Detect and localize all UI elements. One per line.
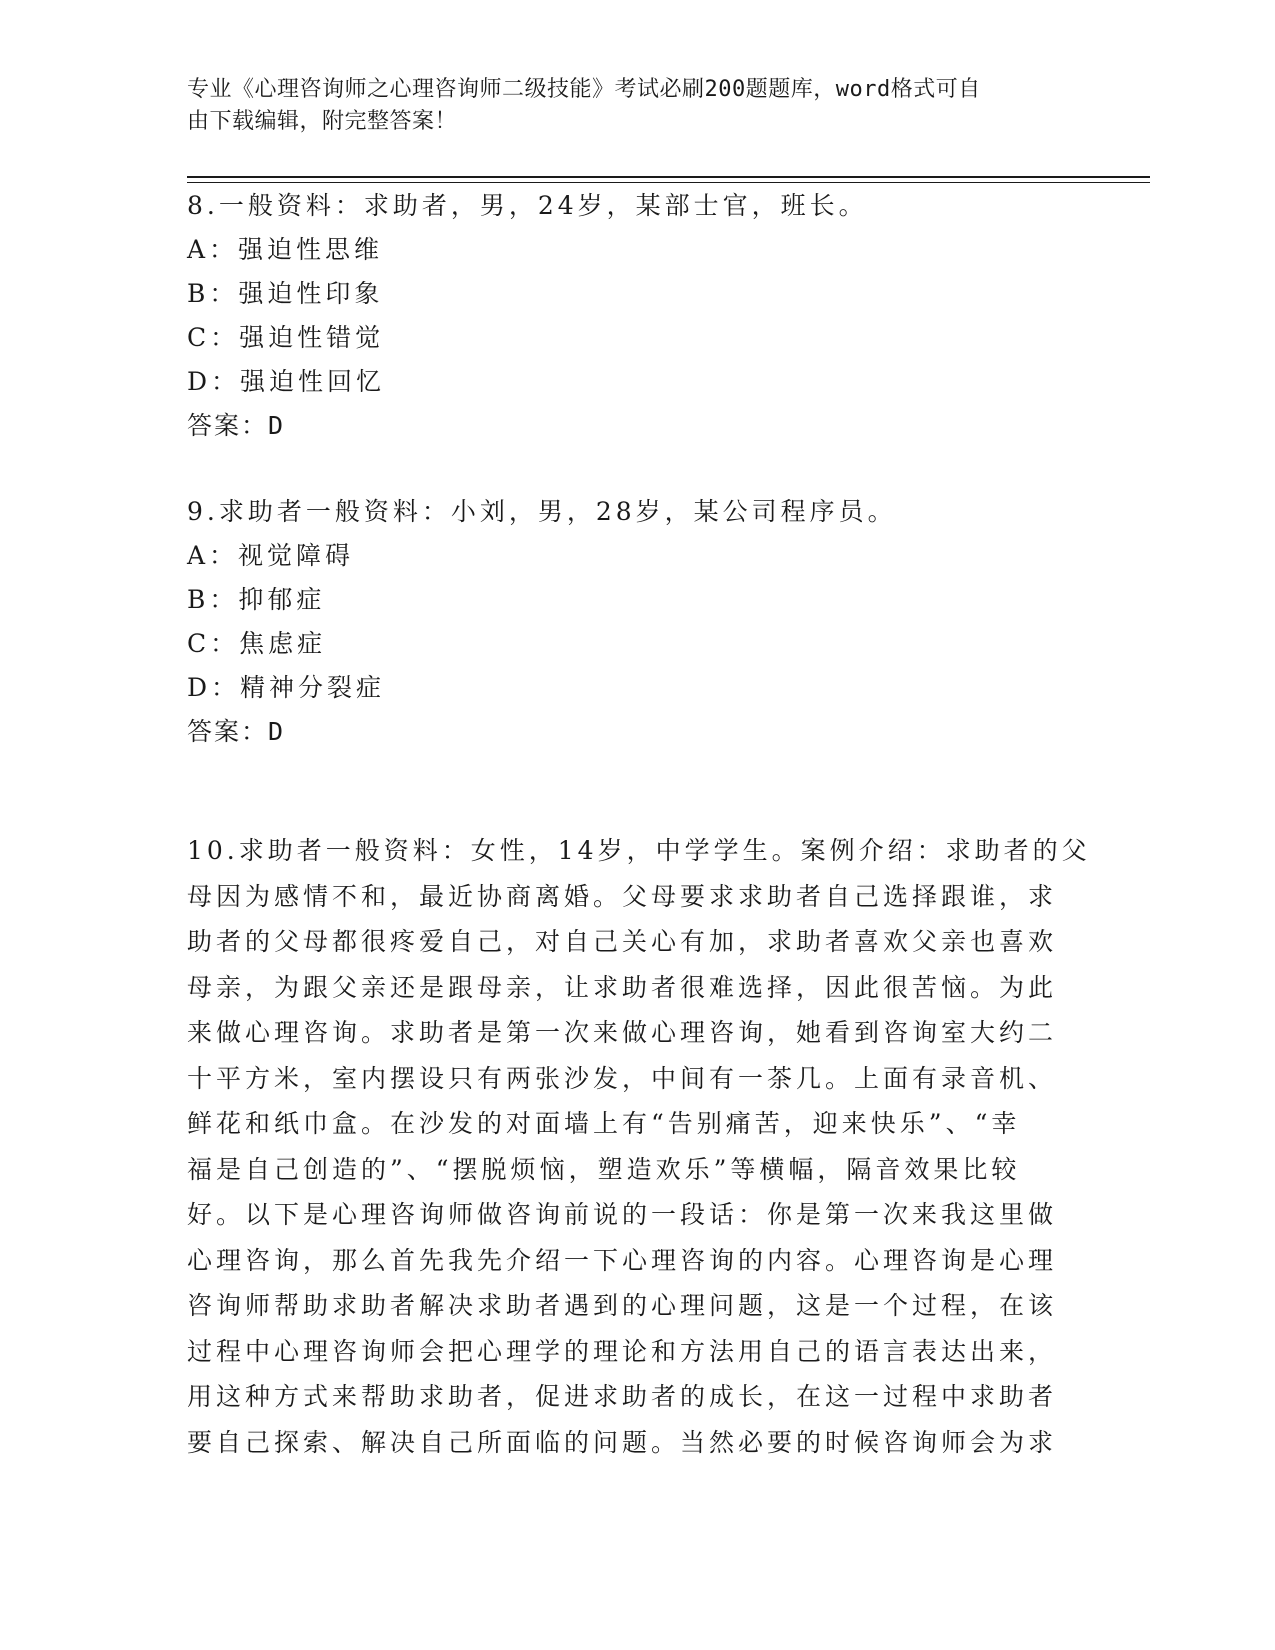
question-9-answer: 答案：D bbox=[187, 717, 286, 746]
header-divider-thick bbox=[187, 176, 1150, 178]
question-10-line: 要自己探索、解决自己所面临的问题。当然必要的时候咨询师会为求 bbox=[187, 1427, 1058, 1457]
question-10-line: 咨询师帮助求助者解决求助者遇到的心理问题，这是一个过程，在该 bbox=[187, 1291, 1058, 1320]
question-10-line: 母因为感情不和，最近协商离婚。父母要求求助者自己选择跟谁，求 bbox=[187, 881, 1058, 911]
question-10-line: 过程中心理咨询师会把心理学的理论和方法用自己的语言表达出来， bbox=[187, 1336, 1058, 1366]
question-10-line: 福是自己创造的”、“摆脱烦恼，塑造欢乐”等横幅，隔音效果比较 bbox=[187, 1154, 1021, 1184]
question-8-stem: 8.一般资料：求助者，男，24岁，某部士官，班长。 bbox=[187, 191, 868, 220]
question-10-line: 用这种方式来帮助求助者，促进求助者的成长，在这一过程中求助者 bbox=[187, 1382, 1058, 1411]
header-line-2: 由下载编辑，附完整答案！ bbox=[187, 109, 458, 134]
document-header bbox=[187, 74, 1067, 138]
question-10-text bbox=[187, 828, 1091, 1465]
question-8-answer: 答案：D bbox=[187, 411, 286, 440]
header-divider-thin bbox=[187, 182, 1150, 183]
question-10-line: 十平方米，室内摆设只有两张沙发，中间有一茶几。上面有录音机、 bbox=[187, 1063, 1058, 1093]
question-9-option-d: D：精神分裂症 bbox=[187, 673, 386, 702]
question-9-option-b: B：抑郁症 bbox=[187, 585, 326, 614]
question-10-line: 10.求助者一般资料：女性，14岁，中学学生。案例介绍：求助者的父 bbox=[187, 836, 1091, 865]
question-9-option-c: C：焦虑症 bbox=[187, 629, 327, 658]
question-10-line: 母亲，为跟父亲还是跟母亲，让求助者很难选择，因此很苦恼。为此 bbox=[187, 972, 1058, 1002]
question-10-line: 好。以下是心理咨询师做咨询前说的一段话：你是第一次来我这里做 bbox=[187, 1200, 1058, 1229]
question-8-option-d: D：强迫性回忆 bbox=[187, 367, 386, 396]
question-8-option-a: A：强迫性思维 bbox=[187, 235, 384, 264]
header-line-1: 专业《心理咨询师之心理咨询师二级技能》考试必刷200题题库，word格式可自 bbox=[187, 77, 981, 102]
question-8-option-b: B：强迫性印象 bbox=[187, 279, 384, 308]
question-10-line: 鲜花和纸巾盒。在沙发的对面墙上有“告别痛苦，迎来快乐”、“幸 bbox=[187, 1109, 1021, 1138]
question-9-option-a: A：视觉障碍 bbox=[187, 541, 355, 570]
question-8-option-c: C：强迫性错觉 bbox=[187, 323, 385, 352]
question-9-stem: 9.求助者一般资料：小刘，男，28岁，某公司程序员。 bbox=[187, 497, 897, 526]
question-10-line: 来做心理咨询。求助者是第一次来做心理咨询，她看到咨询室大约二 bbox=[187, 1018, 1058, 1047]
question-10-line: 助者的父母都很疼爱自己，对自己关心有加，求助者喜欢父亲也喜欢 bbox=[187, 927, 1058, 956]
question-10-line: 心理咨询，那么首先我先介绍一下心理咨询的内容。心理咨询是心理 bbox=[187, 1245, 1058, 1275]
